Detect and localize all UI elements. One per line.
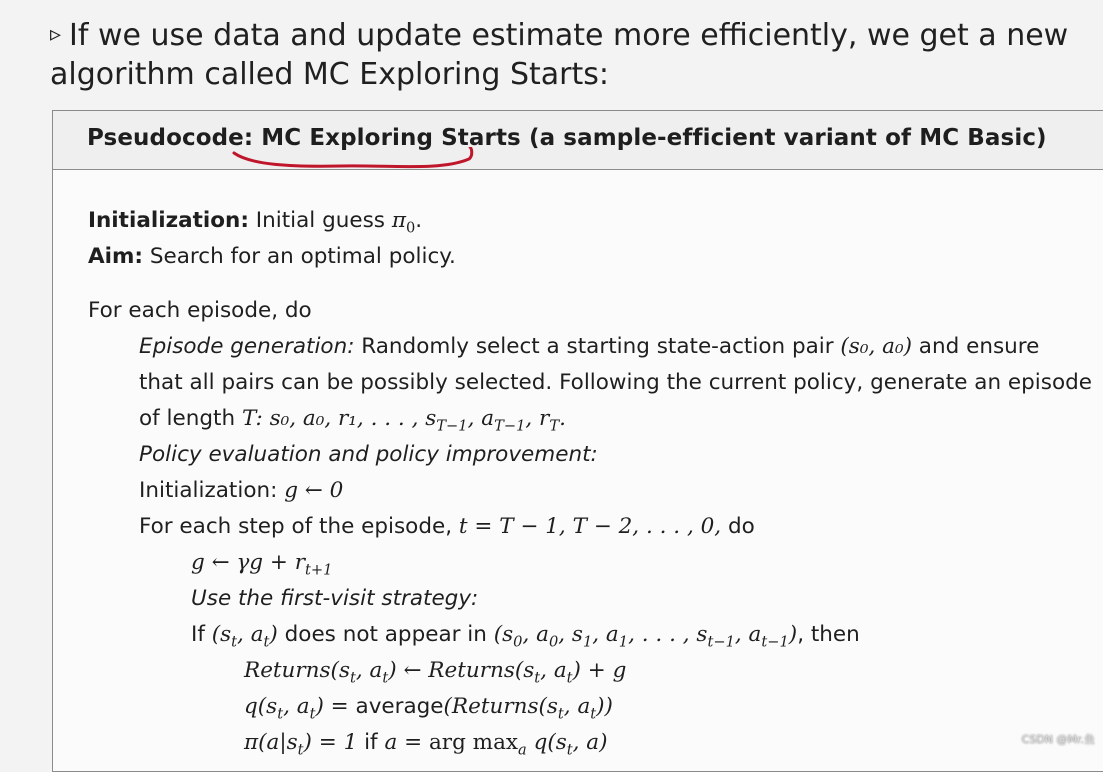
pseudocode-body	[88, 203, 1103, 761]
policy-eval-heading: Policy evaluation and policy improvement:	[139, 442, 598, 467]
episode-generation-line-2: that all pairs can be possibly selected. Following the current policy, generate an episode	[139, 370, 1093, 395]
episode-generation-line-3: of length T: s₀, a₀, r₁, . . . , $s_{T-1}$, $a_{T-1}$, $r_T$.	[139, 406, 566, 435]
if-condition-line: If ($s_t$, $a_t$) does not appear in ($s_0$, $a_0$, $s_1$, $a_1$, . . . , $s_{t-1}$, $a_{t-1}$), then	[191, 622, 860, 651]
aim-line: Aim: Search for an optimal policy.	[88, 244, 456, 269]
policy-update-line: $\pi(a|s_t) = 1$ if a = arg $\max_a q(s_t$, a)	[244, 730, 608, 759]
first-visit-line: Use the first-visit strategy:	[191, 586, 479, 611]
pseudocode-box	[52, 110, 1103, 772]
for-each-step-line: For each step of the episode, t = T − 1, T − 2, . . . , 0, do	[139, 514, 755, 539]
initialization-line: Initialization: Initial guess $\pi_0$.	[88, 208, 423, 237]
returns-update-line: $Returns(s_t$, $a_t$) ← $Returns(s_t$, $a_t) + g$	[244, 658, 627, 687]
g-update-line: g ← $\gamma g + r_{t+1}$	[191, 550, 333, 579]
pi0: $\pi_0$	[391, 208, 416, 237]
highlighted-algorithm-name: MC Exploring Starts	[261, 125, 521, 151]
episode-generation-line-1: Episode generation: Randomly select a starting state-action pair (s₀, a₀) and ensure	[139, 334, 1040, 359]
for-each-episode-line: For each episode, do	[88, 298, 312, 323]
intro-text	[50, 18, 1070, 93]
initialization-g-line: Initialization: g ← 0	[139, 478, 344, 503]
bullet-triangle-icon: ▹	[50, 22, 62, 47]
pseudocode-title: Pseudocode: MC Exploring Starts (a sample-efficient variant of MC Basic)	[87, 125, 1047, 151]
csdn-watermark: CSDN @Mr.鱼	[1021, 733, 1095, 746]
intro-line-1: ▹ If we use data and update estimate more efficiently, we get a new	[50, 18, 1069, 53]
q-update-line: $q(s_t$, $a_t$) = $average(Returns(s_t$, $a_t$))	[244, 694, 613, 723]
pseudocode-header	[53, 111, 1103, 170]
intro-line-2: algorithm called MC Exploring Starts:	[50, 57, 609, 92]
